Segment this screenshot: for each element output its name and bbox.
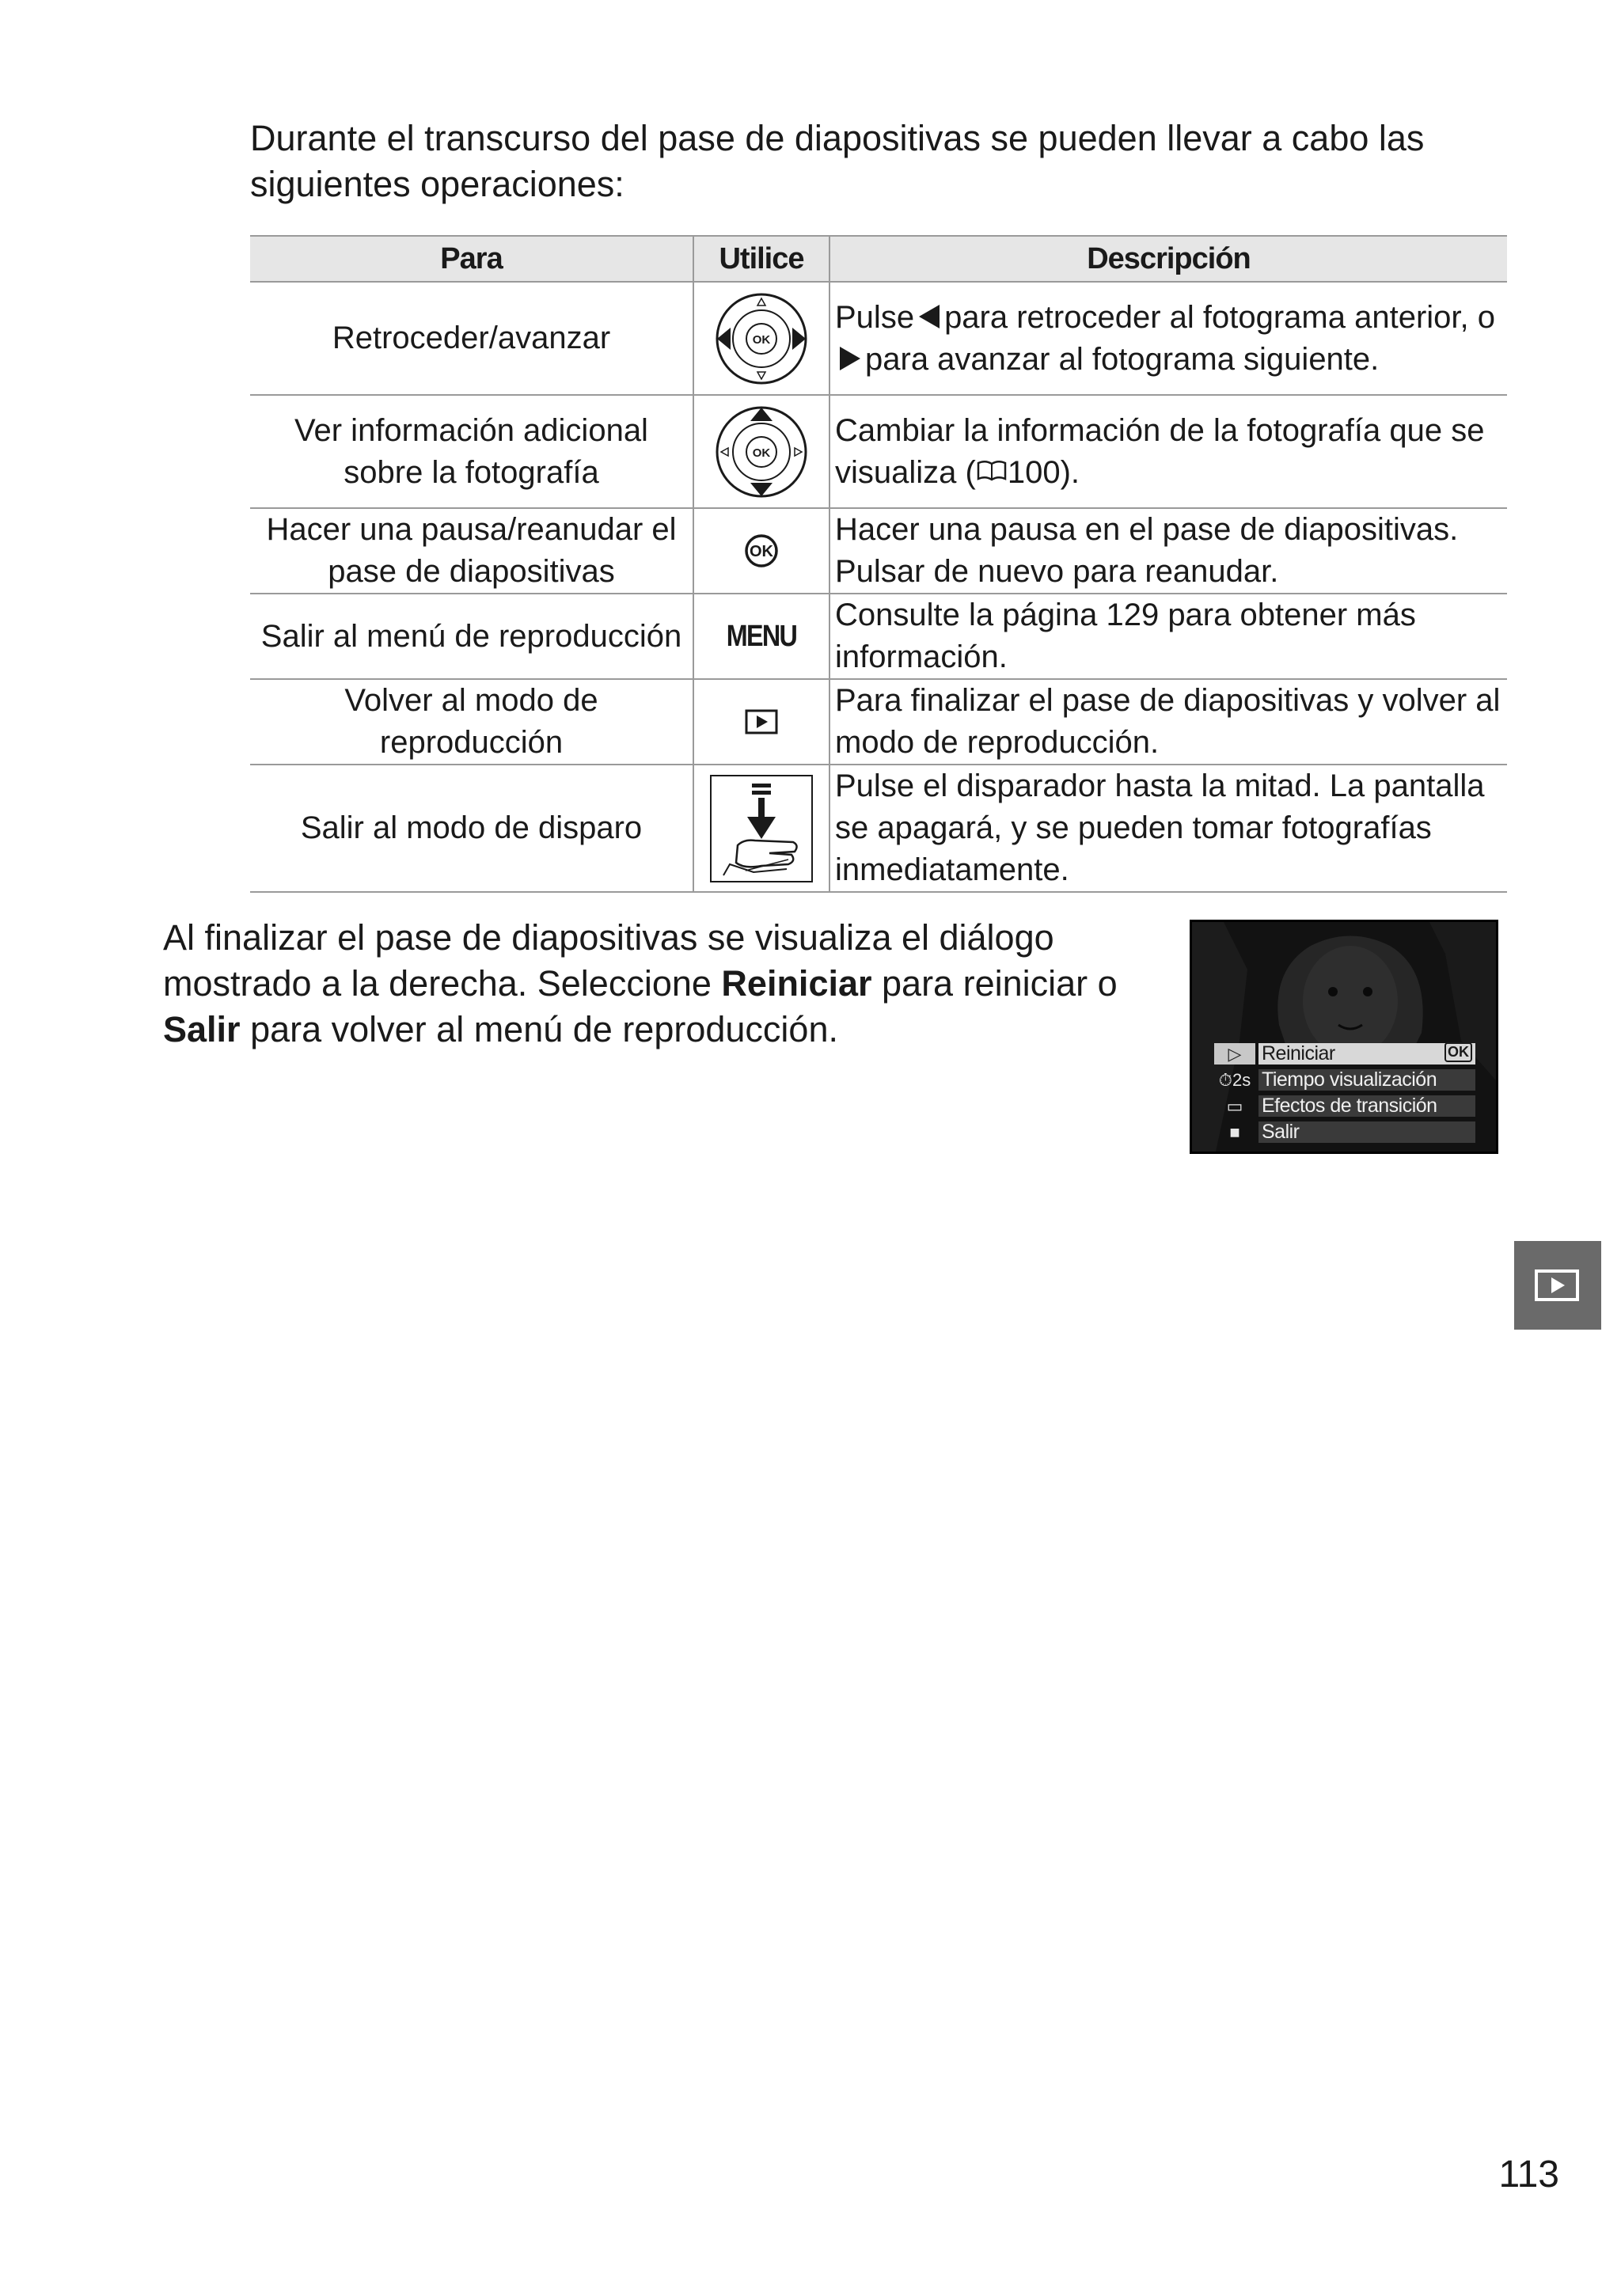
para-cell: Retroceder/avanzar <box>250 282 693 395</box>
playback-button-icon <box>744 708 779 735</box>
playback-section-tab <box>1514 1241 1601 1330</box>
use-cell <box>693 395 829 508</box>
svg-text:OK: OK <box>750 543 773 560</box>
menu-item-tiempo-visualizacion[interactable] <box>1214 1067 1475 1093</box>
multi-selector-up-down-icon <box>713 404 810 500</box>
right-arrow-icon <box>840 347 860 370</box>
menu-item-label: Salir <box>1258 1121 1475 1143</box>
page-number: 113 <box>1498 2154 1559 2195</box>
ok-button-icon <box>744 533 779 568</box>
playback-icon <box>1514 1241 1601 1330</box>
menu-item-label: Reiniciar <box>1258 1043 1475 1065</box>
use-cell <box>693 282 829 395</box>
para-cell: Ver información adicional sobre la fotografía <box>250 395 693 508</box>
final-paragraph: Al finalizar el pase de diapositivas se visualiza el diálogo mostrado a la derecha. Seleccione Reiniciar para reiniciar o Salir para volver al menú de reproducción. <box>163 917 1118 1049</box>
menu-item-label: Efectos de transición <box>1258 1095 1475 1117</box>
para-cell: Salir al menú de reproducción <box>250 594 693 679</box>
table-header-row <box>250 236 1507 282</box>
stop-icon: ■ <box>1229 1122 1240 1142</box>
header-para: Para <box>250 236 693 282</box>
use-cell <box>693 765 829 892</box>
multi-selector-left-right-icon <box>713 290 810 387</box>
desc-cell: Pulse el disparador hasta la mitad. La pantalla se apagará, y se pueden tomar fotografías inmediatamente. <box>829 765 1507 892</box>
book-reference-icon <box>976 460 1008 482</box>
table-row <box>250 765 1507 892</box>
svg-text:OK: OK <box>752 446 771 460</box>
table-row <box>250 395 1507 508</box>
table-row <box>250 679 1507 765</box>
transition-icon: ▭ <box>1226 1096 1243 1116</box>
desc-cell: Cambiar la información de la fotografía que se visualiza ( 100). <box>829 395 1507 508</box>
slideshow-end-menu <box>1214 1041 1475 1145</box>
desc-cell: Consulte la página 129 para obtener más información. <box>829 594 1507 679</box>
menu-item-label: Tiempo visualización <box>1258 1069 1475 1091</box>
desc-cell: Hacer una pausa en el pase de diapositivas. Pulsar de nuevo para reanudar. <box>829 508 1507 594</box>
play-icon: ▷ <box>1214 1043 1255 1065</box>
table-row <box>250 282 1507 395</box>
menu-item-salir[interactable] <box>1214 1119 1475 1145</box>
header-utilice: Utilice <box>693 236 829 282</box>
table-row <box>250 508 1507 594</box>
salir-term: Salir <box>163 1009 241 1049</box>
ok-badge-icon: OK <box>1444 1042 1472 1062</box>
header-descripcion: Descripción <box>829 236 1507 282</box>
use-cell <box>693 679 829 765</box>
menu-button-icon: MENU <box>726 620 797 653</box>
menu-item-efectos-transicion[interactable] <box>1214 1093 1475 1119</box>
para-cell: Volver al modo de reproducción <box>250 679 693 765</box>
intro-paragraph: Durante el transcurso del pase de diapositivas se pueden llevar a cabo las siguientes operaciones: <box>250 118 1425 204</box>
svg-text:OK: OK <box>752 332 771 347</box>
reiniciar-term: Reiniciar <box>721 963 872 1004</box>
para-cell: Salir al modo de disparo <box>250 765 693 892</box>
left-arrow-icon <box>919 305 940 328</box>
desc-cell: Pulse para retroceder al fotograma anterior, opara avanzar al fotograma siguiente. <box>829 282 1507 395</box>
use-cell <box>693 594 829 679</box>
desc-cell: Para finalizar el pase de diapositivas y volver al modo de reproducción. <box>829 679 1507 765</box>
operations-table <box>250 235 1507 893</box>
timer-icon: ⏱2s <box>1218 1070 1251 1090</box>
table-row <box>250 594 1507 679</box>
menu-item-reiniciar[interactable] <box>1214 1041 1475 1067</box>
camera-screen <box>1190 920 1498 1154</box>
shutter-release-half-press-icon <box>706 772 817 885</box>
para-cell: Hacer una pausa/reanudar el pase de diapositivas <box>250 508 693 594</box>
use-cell <box>693 508 829 594</box>
